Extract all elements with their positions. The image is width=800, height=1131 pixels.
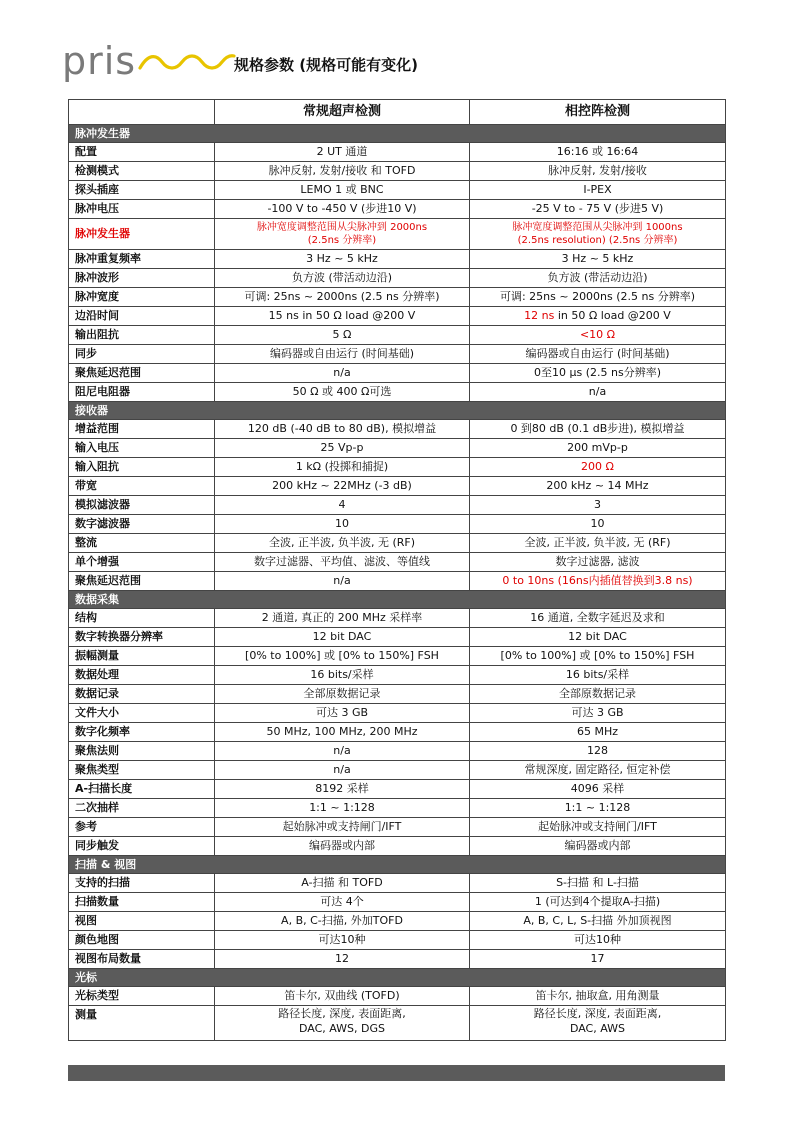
value-text-line2: DAC, AWS, DGS: [298, 1022, 386, 1035]
header-empty-cell: [69, 100, 215, 125]
value-text: 可达10种: [574, 933, 621, 946]
conventional-value: [215, 326, 470, 345]
conventional-value: [215, 307, 470, 326]
conventional-value: [215, 383, 470, 402]
value-text: -25 V to - 75 V (步进5 V): [531, 202, 664, 215]
row-label: 数字化频率: [69, 723, 215, 742]
phased-array-value: [470, 345, 726, 364]
phased-array-value: [470, 987, 726, 1006]
value-text: 路径长度, 深度, 表面距离,: [533, 1007, 662, 1020]
value-text: 可达 4个: [320, 895, 364, 908]
table-row: [69, 628, 726, 647]
table-row: [69, 345, 726, 364]
row-label: 光标类型: [69, 987, 215, 1006]
row-label: A-扫描长度: [69, 780, 215, 799]
table-row: [69, 1006, 726, 1041]
section-header-row: [69, 591, 726, 609]
phased-array-value: [470, 515, 726, 534]
phased-array-value: [470, 628, 726, 647]
value-text: 2 通道, 真正的 200 MHz 采样率: [261, 611, 423, 624]
conventional-value: [215, 143, 470, 162]
column-header-phased-array: 相控阵检测: [470, 100, 726, 125]
table-header-row: [69, 100, 726, 125]
table-row: [69, 439, 726, 458]
value-text: 12 bit DAC: [312, 630, 372, 643]
conventional-value: [215, 420, 470, 439]
value-text: 5 Ω: [332, 328, 352, 341]
table-row: [69, 307, 726, 326]
value-text: 12: [335, 952, 349, 965]
conventional-value: [215, 553, 470, 572]
phased-array-value: [470, 837, 726, 856]
spec-table-body: [69, 125, 726, 1041]
value-text: 数字过滤器、平均值、滤波、等值线: [254, 555, 430, 568]
table-row: [69, 219, 726, 250]
conventional-value: [215, 628, 470, 647]
phased-array-value: [470, 609, 726, 628]
value-text: 1:1 ~ 1:128: [564, 801, 631, 814]
value-text: A, B, C-扫描, 外加TOFD: [281, 914, 403, 927]
phased-array-value: [470, 477, 726, 496]
table-row: [69, 364, 726, 383]
spec-table-container: [68, 99, 725, 1041]
value-text: 全部原数据记录: [559, 687, 636, 700]
conventional-value: [215, 219, 470, 250]
value-text: 可达10种: [318, 933, 366, 946]
phased-array-value: [470, 931, 726, 950]
conventional-value: [215, 364, 470, 383]
spec-table: [68, 99, 726, 1041]
conventional-value: [215, 799, 470, 818]
conventional-value: [215, 458, 470, 477]
value-text: 200 kHz ~ 14 MHz: [546, 479, 649, 492]
row-label: 同步: [69, 345, 215, 364]
table-row: [69, 534, 726, 553]
value-text: 1 kΩ (投掷和捕捉): [295, 460, 389, 473]
phased-array-value: [470, 818, 726, 837]
table-row: [69, 553, 726, 572]
row-label: 支持的扫描: [69, 874, 215, 893]
phased-array-value: [470, 162, 726, 181]
footer-bar: [68, 1065, 725, 1081]
phased-array-value: [470, 723, 726, 742]
section-header-row: [69, 969, 726, 987]
table-row: [69, 987, 726, 1006]
section-title: 扫描 & 视图: [69, 856, 726, 874]
value-text: 25 Vp-p: [320, 441, 364, 454]
conventional-value: [215, 534, 470, 553]
value-text: 笛卡尔, 双曲线 (TOFD): [284, 989, 400, 1002]
value-text: 脉冲反射, 发射/接收: [548, 164, 647, 177]
value-text: 0 to 10ns (16ns内插值替换到3.8 ns): [502, 574, 693, 587]
value-text: 128: [587, 744, 608, 757]
value-text-line2: (2.5ns resolution) (2.5ns 分辨率): [517, 235, 678, 246]
row-label: 脉冲发生器: [69, 219, 215, 250]
value-text: 16 通道, 全数字延迟及求和: [530, 611, 665, 624]
row-label: 聚焦延迟范围: [69, 572, 215, 591]
value-text: n/a: [333, 763, 351, 776]
value-text: 编码器或自由运行 (时间基础): [525, 347, 670, 360]
conventional-value: [215, 666, 470, 685]
phased-array-value: [470, 1006, 726, 1041]
section-header-row: [69, 125, 726, 143]
row-label: 输入阻抗: [69, 458, 215, 477]
conventional-value: [215, 742, 470, 761]
value-text: 全波, 正半波, 负半波, 无 (RF): [524, 536, 671, 549]
section-header-row: [69, 856, 726, 874]
value-text: 2 UT 通道: [316, 145, 368, 158]
value-text: [0% to 100%] 或 [0% to 150%] FSH: [245, 649, 439, 662]
phased-array-value: [470, 761, 726, 780]
phased-array-value: [470, 307, 726, 326]
conventional-value: [215, 496, 470, 515]
value-text: 16 bits/采样: [565, 668, 630, 681]
value-text: 脉冲宽度调整范围从尖脉冲到 2000ns: [256, 222, 428, 233]
phased-array-value: [470, 799, 726, 818]
column-header-conventional: 常规超声检测: [215, 100, 470, 125]
row-label: 振幅测量: [69, 647, 215, 666]
phased-array-value: [470, 704, 726, 723]
table-row: [69, 383, 726, 402]
phased-array-value: [470, 383, 726, 402]
conventional-value: [215, 439, 470, 458]
value-text: 10: [335, 517, 349, 530]
value-text: [0% to 100%] 或 [0% to 150%] FSH: [500, 649, 695, 662]
phased-array-value: [470, 553, 726, 572]
value-text: 120 dB (-40 dB to 80 dB), 模拟增益: [247, 422, 437, 435]
row-label: 输入电压: [69, 439, 215, 458]
value-text: A, B, C, L, S-扫描 外加顶视图: [523, 914, 672, 927]
conventional-value: [215, 874, 470, 893]
conventional-value: [215, 269, 470, 288]
value-text: 17: [590, 952, 605, 965]
row-label: 数字转换器分辨率: [69, 628, 215, 647]
table-row: [69, 477, 726, 496]
value-text: 脉冲宽度调整范围从尖脉冲到 1000ns: [512, 222, 683, 233]
row-label: 单个增强: [69, 553, 215, 572]
table-row: [69, 818, 726, 837]
value-text: 200 kHz ~ 22MHz (-3 dB): [272, 479, 412, 492]
value-text: 可调: 25ns ~ 2000ns (2.5 ns 分辨率): [499, 290, 696, 303]
phased-array-value: [470, 288, 726, 307]
table-row: [69, 837, 726, 856]
conventional-value: [215, 931, 470, 950]
value-text: 50 Ω 或 400 Ω可选: [292, 385, 392, 398]
table-row: [69, 572, 726, 591]
value-text: 全部原数据记录: [303, 687, 381, 700]
phased-array-value: [470, 143, 726, 162]
phased-array-value: [470, 780, 726, 799]
value-text: 200 Ω: [581, 460, 614, 473]
table-row: [69, 326, 726, 345]
row-label: 整流: [69, 534, 215, 553]
row-label: 增益范围: [69, 420, 215, 439]
phased-array-value: [470, 458, 726, 477]
section-title: 光标: [69, 969, 726, 987]
value-text: 可达 3 GB: [571, 706, 624, 719]
table-row: [69, 458, 726, 477]
value-text: 常规深度, 固定路径, 恒定补偿: [524, 763, 671, 776]
row-label: 检测模式: [69, 162, 215, 181]
value-text: 数字过滤器, 滤波: [555, 555, 640, 568]
row-label: 脉冲宽度: [69, 288, 215, 307]
row-label: 数据记录: [69, 685, 215, 704]
conventional-value: [215, 818, 470, 837]
table-row: [69, 288, 726, 307]
logo-text: pris: [62, 39, 137, 83]
phased-array-value: [470, 572, 726, 591]
value-text: 编码器或自由运行 (时间基础): [269, 347, 415, 360]
conventional-value: [215, 761, 470, 780]
phased-array-value: [470, 326, 726, 345]
conventional-value: [215, 181, 470, 200]
phased-array-value: [470, 439, 726, 458]
value-text: 10: [590, 517, 605, 530]
table-row: [69, 874, 726, 893]
value-text: 0 到80 dB (0.1 dB步进), 模拟增益: [510, 422, 685, 435]
conventional-value: [215, 200, 470, 219]
value-text: 8192 采样: [315, 782, 369, 795]
conventional-value: [215, 704, 470, 723]
value-text: 3 Hz ~ 5 kHz: [561, 252, 634, 265]
conventional-value: [215, 1006, 470, 1041]
table-row: [69, 420, 726, 439]
row-label: 文件大小: [69, 704, 215, 723]
section-header-row: [69, 402, 726, 420]
value-text: LEMO 1 或 BNC: [300, 183, 384, 196]
table-row: [69, 912, 726, 931]
row-label: 阻尼电阻器: [69, 383, 215, 402]
table-row: [69, 269, 726, 288]
phased-array-value: [470, 742, 726, 761]
row-label: 脉冲电压: [69, 200, 215, 219]
phased-array-value: [470, 420, 726, 439]
table-row: [69, 666, 726, 685]
conventional-value: [215, 162, 470, 181]
value-text: 4: [338, 498, 346, 511]
conventional-value: [215, 950, 470, 969]
value-text: 65 MHz: [576, 725, 619, 738]
table-row: [69, 162, 726, 181]
section-title: 脉冲发生器: [69, 125, 726, 143]
phased-array-value: [470, 496, 726, 515]
value-text: S-扫描 和 L-扫描: [556, 876, 639, 889]
conventional-value: [215, 685, 470, 704]
row-label: 模拟滤波器: [69, 496, 215, 515]
value-text: 0至10 µs (2.5 ns分辨率): [534, 366, 661, 379]
value-text: 4096 采样: [570, 782, 625, 795]
phased-array-value: [470, 219, 726, 250]
value-text: 3 Hz ~ 5 kHz: [306, 252, 378, 265]
phased-array-value: [470, 874, 726, 893]
row-label: 输出阻抗: [69, 326, 215, 345]
value-text: n/a: [333, 366, 351, 379]
conventional-value: [215, 912, 470, 931]
phased-array-value: [470, 893, 726, 912]
table-row: [69, 799, 726, 818]
table-row: [69, 609, 726, 628]
phased-array-value: [470, 685, 726, 704]
conventional-value: [215, 345, 470, 364]
value-text: 1:1 ~ 1:128: [309, 801, 375, 814]
table-row: [69, 647, 726, 666]
value-text: 路径长度, 深度, 表面距离,: [278, 1007, 406, 1020]
row-label: 数据处理: [69, 666, 215, 685]
highlight-text: 12 ns: [524, 309, 555, 322]
row-label: 聚焦类型: [69, 761, 215, 780]
phased-array-value: [470, 534, 726, 553]
value-text: 3: [594, 498, 601, 511]
table-row: [69, 950, 726, 969]
phased-array-value: [470, 364, 726, 383]
table-row: [69, 250, 726, 269]
value-text: in 50 Ω load @200 V: [554, 309, 671, 322]
conventional-value: [215, 647, 470, 666]
row-label: 带宽: [69, 477, 215, 496]
row-label: 视图: [69, 912, 215, 931]
value-text: 1 (可达到4个提取A-扫描): [534, 895, 661, 908]
value-text: 负方波 (带活动边沿): [547, 271, 648, 284]
value-text: 可调: 25ns ~ 2000ns (2.5 ns 分辨率): [244, 290, 440, 303]
phased-array-value: [470, 200, 726, 219]
row-label: 边沿时间: [69, 307, 215, 326]
value-text: 起始脉冲或支持闸门/IFT: [282, 820, 402, 833]
table-row: [69, 761, 726, 780]
row-label: 二次抽样: [69, 799, 215, 818]
row-label: 结构: [69, 609, 215, 628]
value-text: 负方波 (带活动边沿): [291, 271, 393, 284]
phased-array-value: [470, 250, 726, 269]
phased-array-value: [470, 666, 726, 685]
conventional-value: [215, 837, 470, 856]
table-row: [69, 143, 726, 162]
value-text-line2: (2.5ns 分辨率): [307, 235, 377, 246]
conventional-value: [215, 250, 470, 269]
value-text: n/a: [333, 574, 351, 587]
conventional-value: [215, 893, 470, 912]
value-text: 笛卡尔, 抽取盒, 用角测量: [535, 989, 660, 1002]
conventional-value: [215, 780, 470, 799]
value-text: 16 bits/采样: [310, 668, 374, 681]
table-row: [69, 742, 726, 761]
value-text: 起始脉冲或支持闸门/IFT: [538, 820, 657, 833]
row-label: 视图布局数量: [69, 950, 215, 969]
value-text: n/a: [333, 744, 351, 757]
conventional-value: [215, 515, 470, 534]
page-title: 规格参数 (规格可能有变化): [234, 56, 418, 74]
value-text: 200 mVp-p: [567, 441, 628, 454]
phased-array-value: [470, 950, 726, 969]
value-text: -100 V to -450 V (步进10 V): [267, 202, 417, 215]
table-row: [69, 931, 726, 950]
value-text: <10 Ω: [579, 328, 616, 341]
value-text: 脉冲反射, 发射/接收 和 TOFD: [268, 164, 416, 177]
conventional-value: [215, 477, 470, 496]
table-row: [69, 181, 726, 200]
row-label: 探头插座: [69, 181, 215, 200]
row-label: 聚焦法则: [69, 742, 215, 761]
section-title: 接收器: [69, 402, 726, 420]
value-text: n/a: [588, 385, 607, 398]
row-label: 扫描数量: [69, 893, 215, 912]
table-row: [69, 685, 726, 704]
section-title: 数据采集: [69, 591, 726, 609]
value-text-line2: DAC, AWS: [569, 1022, 626, 1035]
row-label: 颜色地图: [69, 931, 215, 950]
row-label: 测量: [69, 1006, 215, 1041]
row-label: 同步触发: [69, 837, 215, 856]
table-row: [69, 200, 726, 219]
wave-logo-icon: [138, 52, 236, 72]
conventional-value: [215, 723, 470, 742]
table-row: [69, 515, 726, 534]
value-text: 16:16 或 16:64: [556, 145, 639, 158]
phased-array-value: [470, 912, 726, 931]
conventional-value: [215, 572, 470, 591]
table-row: [69, 723, 726, 742]
table-row: [69, 496, 726, 515]
phased-array-value: [470, 269, 726, 288]
row-label: 聚焦延迟范围: [69, 364, 215, 383]
value-text: A-扫描 和 TOFD: [301, 876, 383, 889]
value-text: 12 bit DAC: [568, 630, 627, 643]
row-label: 参考: [69, 818, 215, 837]
phased-array-value: [470, 647, 726, 666]
conventional-value: [215, 288, 470, 307]
value-text: 15 ns in 50 Ω load @200 V: [268, 309, 416, 322]
table-row: [69, 780, 726, 799]
phased-array-value: [470, 181, 726, 200]
row-label: 数字滤波器: [69, 515, 215, 534]
row-label: 脉冲波形: [69, 269, 215, 288]
value-text: 可达 3 GB: [315, 706, 369, 719]
table-row: [69, 704, 726, 723]
value-text: 编码器或内部: [564, 839, 631, 852]
prisma-logo: [62, 39, 236, 83]
value-text: 全波, 正半波, 负半波, 无 (RF): [268, 536, 416, 549]
value-text: 50 MHz, 100 MHz, 200 MHz: [266, 725, 418, 738]
value-text: 编码器或内部: [309, 839, 375, 852]
conventional-value: [215, 987, 470, 1006]
row-label: 配置: [69, 143, 215, 162]
row-label: 脉冲重复频率: [69, 250, 215, 269]
table-row: [69, 893, 726, 912]
value-text: I-PEX: [583, 183, 612, 196]
conventional-value: [215, 609, 470, 628]
